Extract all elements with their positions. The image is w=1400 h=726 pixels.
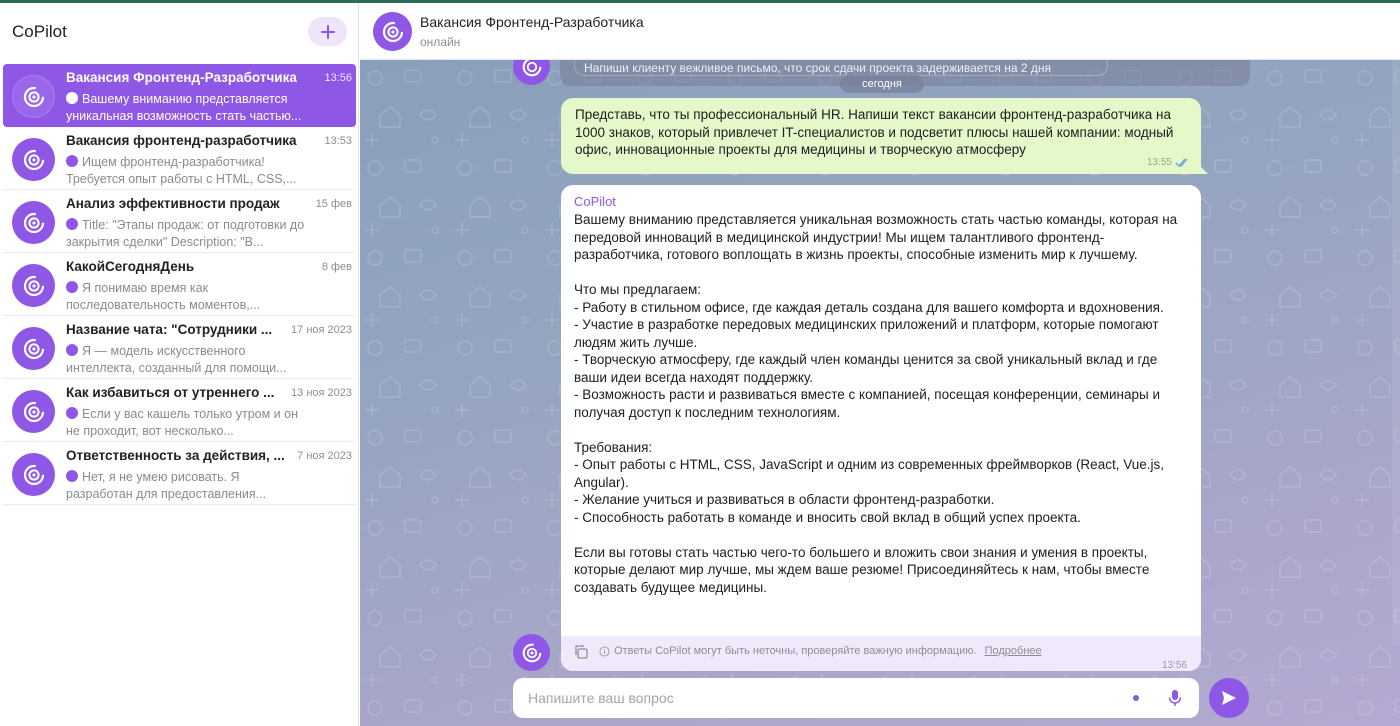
copilot-logo-icon	[21, 147, 47, 173]
copilot-logo-icon	[520, 641, 544, 665]
microphone-icon[interactable]	[1167, 689, 1183, 707]
copilot-mini-icon	[66, 92, 78, 104]
learn-more-link[interactable]: Подробнее	[984, 645, 1042, 657]
copilot-mini-icon	[66, 470, 78, 482]
chat-title: Вакансия фронтенд-разработчика	[66, 133, 297, 148]
message-input[interactable]	[513, 678, 1113, 718]
chat-preview	[66, 343, 308, 377]
chat-preview	[66, 91, 308, 125]
chat-avatar	[12, 453, 55, 496]
copilot-logo-icon	[21, 273, 47, 299]
chat-title: Анализ эффективности продаж	[66, 196, 280, 211]
chat-list-item[interactable]	[3, 442, 356, 505]
copilot-mini-icon	[66, 281, 78, 293]
chat-preview	[66, 217, 308, 251]
chat-preview	[66, 469, 308, 503]
chat-preview-text: Нет, я не умею рисовать. Я разработан для предоставления...	[66, 470, 267, 501]
bot-sender-name: CoPilot	[574, 194, 616, 209]
bot-message[interactable]	[561, 185, 1201, 671]
copilot-logo-icon	[21, 210, 47, 236]
copilot-mini-icon	[66, 218, 78, 230]
chat-title: КакойСегодняДень	[66, 259, 195, 274]
chat-time: 15 фев	[315, 198, 352, 210]
chat-avatar	[12, 75, 55, 118]
chat-preview-text: Я — модель искусственного интеллекта, созданный для помощи...	[66, 344, 287, 375]
copilot-logo-icon	[520, 60, 544, 79]
chat-preview-text: Вашему вниманию представляется уникальная возможность стать частью...	[66, 92, 302, 123]
chat-sidebar	[0, 3, 359, 726]
chat-list-item[interactable]	[3, 316, 356, 379]
copilot-logo-icon	[21, 399, 47, 425]
chat-list-item[interactable]	[3, 190, 356, 253]
send-icon	[1220, 689, 1238, 707]
chat-preview	[66, 406, 308, 440]
emoji-icon[interactable]	[1133, 695, 1139, 701]
chat-list	[0, 64, 359, 505]
disclaimer-text: Ответы CoPilot могут быть неточны, проверяйте важную информацию.	[614, 645, 977, 657]
chat-title: Ответственность за действия, ...	[66, 448, 285, 463]
bubble-tail	[1200, 166, 1208, 174]
send-button[interactable]	[1209, 678, 1249, 718]
user-message-meta	[1147, 157, 1189, 168]
chat-preview-text: Ищем фронтенд-разработчика! Требуется опыт работы с HTML, CSS,...	[66, 155, 297, 186]
copilot-mini-icon	[66, 344, 78, 356]
chat-preview	[66, 280, 308, 314]
chat-avatar	[12, 390, 55, 433]
chat-preview-text: Title: "Этапы продаж: от подготовки до закрытия сделки" Description: "В...	[66, 218, 305, 249]
chat-time: 17 ноя 2023	[291, 324, 352, 336]
chat-title: Как избавиться от утреннего ...	[66, 385, 275, 400]
chat-title: Название чата: "Сотрудники ...	[66, 322, 273, 337]
chat-time: 7 ноя 2023	[297, 450, 352, 462]
bot-message-text: Вашему вниманию представляется уникальная возможность стать частью команды, которая на передовой инноваций в медицинской индустрии! Мы ищем талантливого фронтенд-разработчика, готового воплощать в жизнь проекты, способные изменить мир к лучшему. Что мы предлагаем: - Работу в стильном офисе, где каждая деталь создана для вашего комфорта и вдохновения. - Участие в разработке передовых медицинских приложений и платформ, которые помогают людям жить лучше. - Творческую атмосферу, где каждый член команды ценится за свой уникальный вклад и где ваши идеи всегда находят поддержку. - Возможность расти и развиваться вместе с компанией, посещая конференции, семинары и получая доступ к последним технологиям. Требования: - Опыт работы с HTML, CSS, JavaScript и одним из современных фреймворков (React, Vue.js, Angular). - Желание учиться и развиваться в области фронтенд-разработки. - Способность работать в команде и вносить свой вклад в общий успех проекта. Если вы готовы стать частью чего-то большего и вложить свои знания и умения в проекты, которые делают мир лучше, мы ждем ваше резюме! Присоединяйтесь к нам, чтобы вместе создавать будущее медицины.	[574, 212, 1178, 595]
copilot-logo-icon	[21, 84, 47, 110]
user-message[interactable]	[561, 98, 1201, 174]
copilot-mini-icon	[66, 155, 78, 167]
chat-avatar	[12, 264, 55, 307]
copilot-mini-icon	[66, 407, 78, 419]
chat-time: 13 ноя 2023	[291, 387, 352, 399]
chat-time: 13:56	[324, 72, 352, 84]
user-message-text: Представь, что ты профессиональный HR. Напиши текст вакансии фронтенд-разработчика на 1000 знаков, который привлечет IT-специалистов и подсветит плюсы нашей компании: модный офис, инновационные проекты для медицины и творческую атмосферу	[575, 107, 1174, 157]
chat-title: Вакансия Фронтенд-Разработчика	[66, 70, 297, 85]
info-icon	[599, 646, 610, 657]
bot-avatar-message	[513, 634, 550, 671]
chat-preview	[66, 154, 308, 188]
chat-avatar	[12, 201, 55, 244]
conversation-header	[360, 3, 1400, 60]
bot-avatar[interactable]	[373, 12, 412, 51]
copy-icon[interactable]	[573, 644, 589, 660]
copilot-logo-icon	[21, 462, 47, 488]
chat-time: 8 фев	[321, 261, 352, 273]
chat-time: 13:53	[324, 135, 352, 147]
bot-message-footer	[561, 636, 1201, 671]
previous-message-text: Напиши клиенту вежливое письмо, что срок сдачи проекта задерживается на 2 дня	[584, 61, 1051, 75]
copilot-logo-icon	[380, 19, 406, 45]
double-check-icon	[1175, 158, 1189, 167]
new-chat-button[interactable]	[308, 17, 347, 46]
chat-list-item[interactable]	[3, 379, 356, 442]
chat-preview-text: Я понимаю время как последовательность моментов,...	[66, 281, 261, 312]
chat-list-item[interactable]	[3, 64, 356, 127]
sidebar-header	[0, 3, 358, 61]
app-title: CoPilot	[12, 22, 67, 41]
conversation-title: Вакансия Фронтенд-Разработчика	[420, 14, 644, 30]
composer	[513, 678, 1199, 718]
plus-icon	[321, 25, 335, 39]
chat-avatar	[12, 327, 55, 370]
chat-preview-text: Если у вас кашель только утром и он не проходит, вот несколько...	[66, 407, 298, 438]
copilot-logo-icon	[21, 336, 47, 362]
online-status: онлайн	[420, 35, 461, 49]
user-message-time: 13:55	[1146, 157, 1172, 168]
chat-avatar	[12, 138, 55, 181]
scrollbar[interactable]	[1392, 60, 1400, 646]
chat-list-item[interactable]	[3, 253, 356, 316]
message-area[interactable]	[360, 60, 1400, 726]
ai-disclaimer	[599, 645, 1042, 657]
bot-message-time: 13:56	[1161, 660, 1187, 671]
chat-list-item[interactable]	[3, 127, 356, 190]
date-separator: сегодня	[840, 75, 924, 93]
